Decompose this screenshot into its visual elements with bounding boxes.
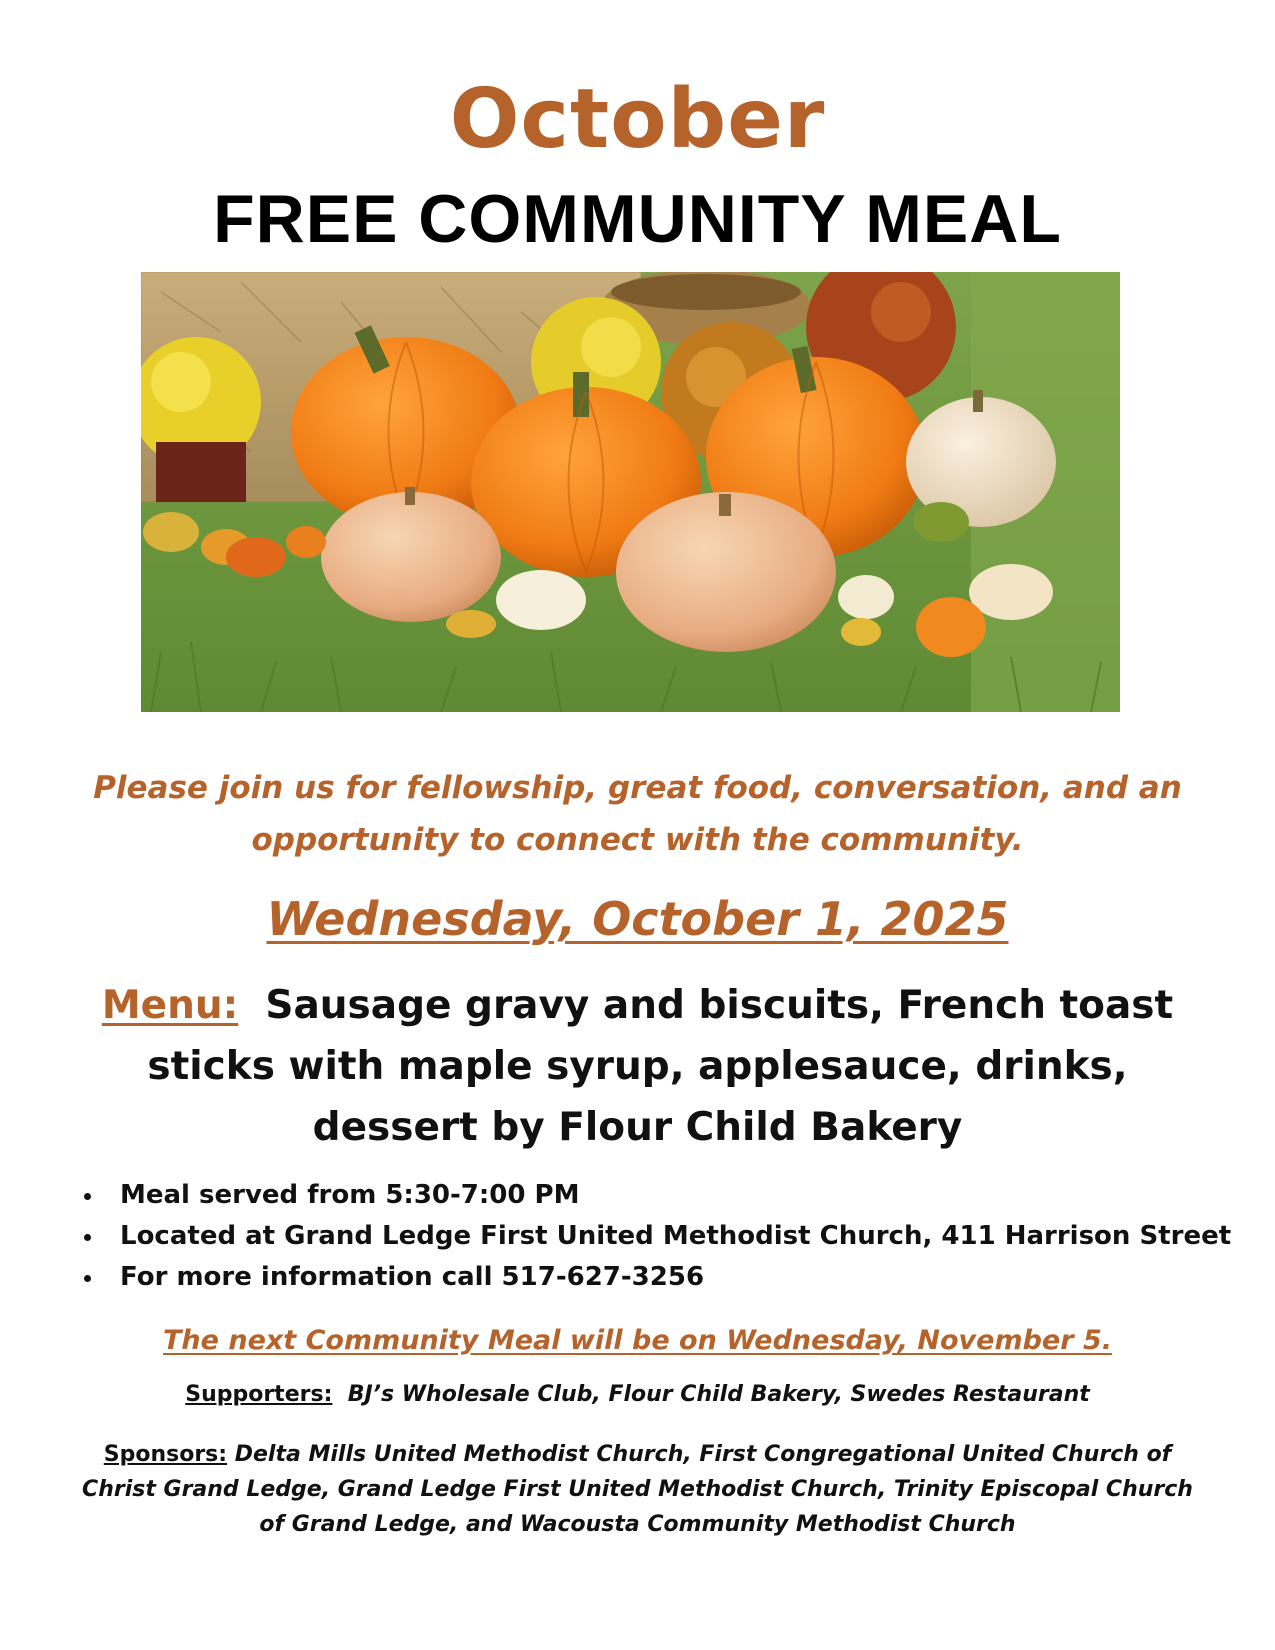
menu-label: Menu: (101, 983, 239, 1028)
month-title: October (449, 72, 826, 167)
menu-text: Sausage gravy and biscuits, French toast sticks with maple syrup, applesauce, drinks, dessert by Flour Child Bakery (147, 983, 1174, 1150)
details-list (80, 1175, 1232, 1298)
intro-text: Please join us for fellowship, great food, conversation, and an opportunity to connect with the community. (93, 770, 1182, 858)
supporters-label: Supporters: (185, 1382, 333, 1407)
pumpkin-photo (141, 272, 1120, 712)
supporters-line (0, 1382, 1275, 1407)
list-item: Meal served from 5:30-7:00 PM (80, 1175, 1210, 1216)
headline: FREE COMMUNITY MEAL (213, 181, 1062, 257)
list-item: For more information call 517-627-3256 (80, 1257, 1210, 1298)
list-item: Located at Grand Ledge First United Methodist Church, 411 Harrison Street (80, 1216, 1210, 1257)
next-meal-notice: The next Community Meal will be on Wednesday, November 5. (163, 1325, 1112, 1356)
menu-section (70, 975, 1205, 1158)
sponsors-label: Sponsors: (103, 1442, 228, 1467)
supporters-text: BJ’s Wholesale Club, Flour Child Bakery, Swedes Restaurant (347, 1382, 1090, 1407)
sponsors-line (70, 1437, 1205, 1542)
event-date-text: Wednesday, October 1, 2025 (266, 892, 1009, 946)
event-date (0, 892, 1275, 946)
sponsors-text: Delta Mills United Methodist Church, First Congregational United Church of Christ Grand Ledge, Grand Ledge First United Methodist Church, Trinity Episcopal Church of Grand Ledge, and Wacousta Community Methodist Church (82, 1442, 1193, 1537)
